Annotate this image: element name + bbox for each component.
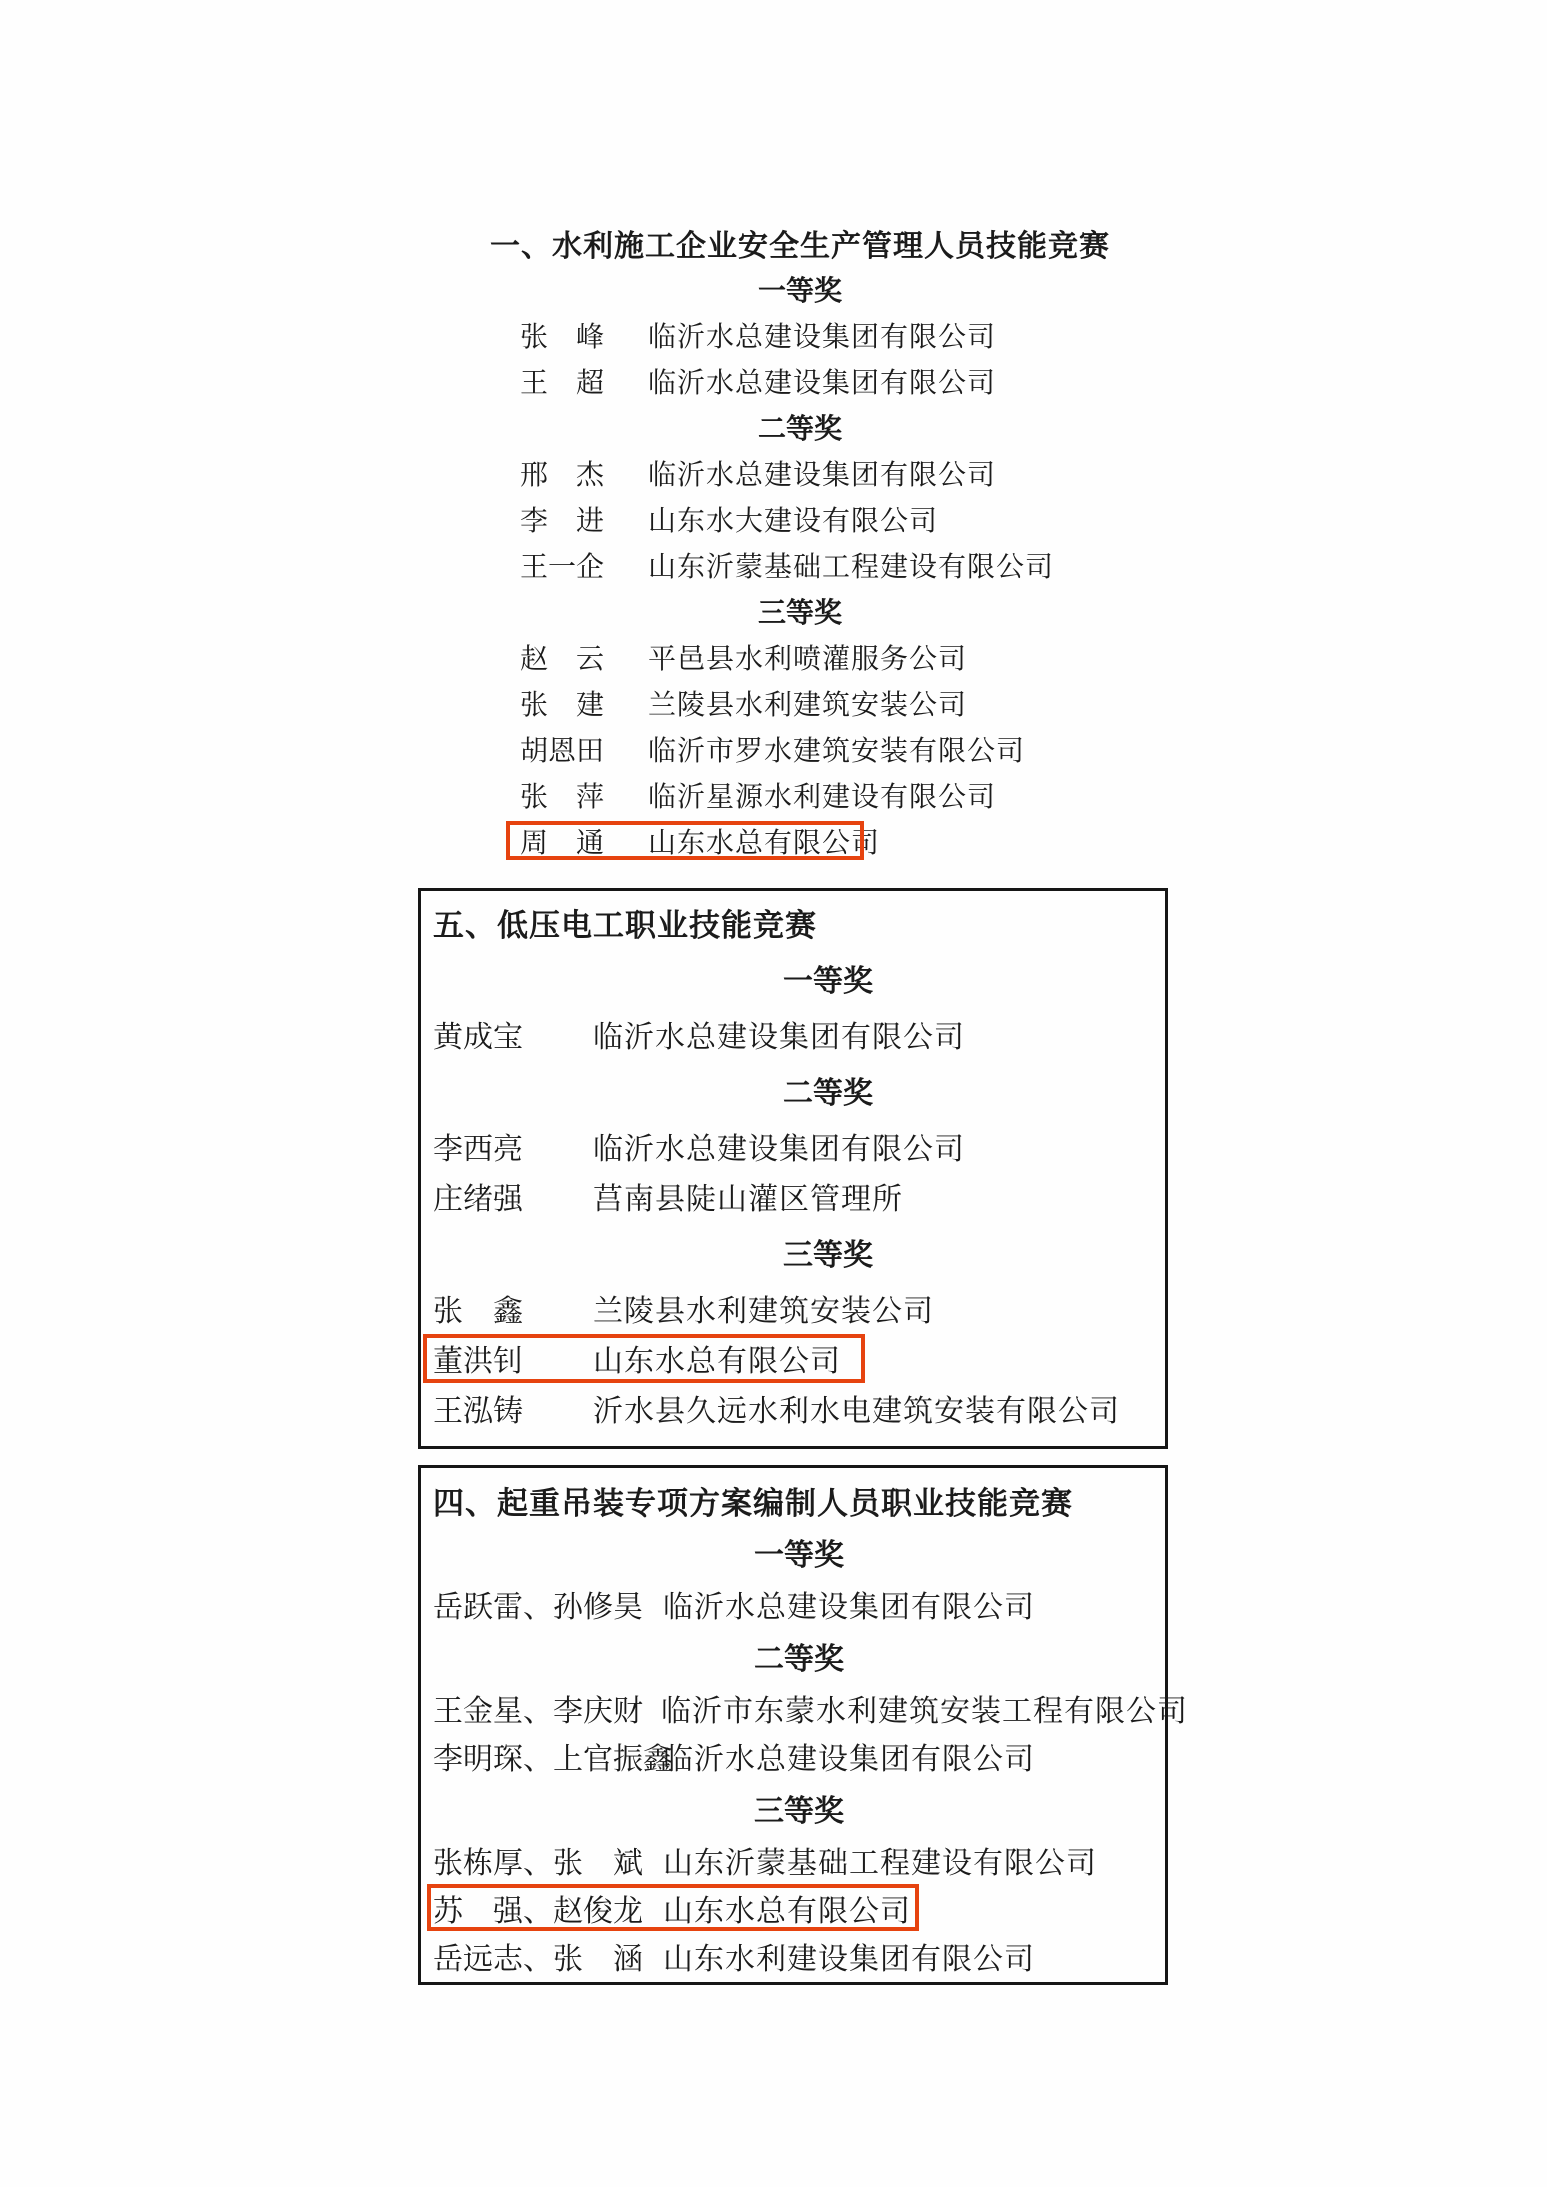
winner-name: 岳远志、张 涵: [433, 1943, 643, 1976]
winner-org: 兰陵县水利建筑安装公司: [593, 1295, 934, 1328]
winner-org: 山东沂蒙基础工程建设有限公司: [648, 552, 1055, 583]
winner-name: 王 超: [520, 368, 605, 399]
winner-row: [421, 1121, 1165, 1171]
winner-name: 王金星、李庆财: [433, 1695, 643, 1728]
winner-row: [490, 312, 1110, 358]
winner-row: [490, 634, 1110, 680]
winner-name: 黄成宝: [433, 1021, 523, 1054]
winner-name: 张栋厚、张 斌: [433, 1847, 643, 1880]
award-heading: 一等奖: [754, 1539, 844, 1572]
winner-org: 临沂水总建设集团有限公司: [593, 1133, 965, 1166]
winner-name: 庄绪强: [433, 1183, 523, 1216]
winner-row: [421, 1383, 1165, 1433]
winner-row: [490, 496, 1110, 542]
winner-name: 周 通: [520, 828, 605, 859]
winner-row: [490, 542, 1110, 588]
winner-org: 山东水总有限公司: [663, 1895, 911, 1928]
winner-name: 张 鑫: [433, 1295, 523, 1328]
winner-org: 山东沂蒙基础工程建设有限公司: [663, 1847, 1097, 1880]
winner-org: 山东水大建设有限公司: [648, 506, 939, 537]
winner-name: 张 峰: [520, 322, 605, 353]
award-heading: 一等奖: [757, 276, 842, 307]
section-electrician-competition: [418, 888, 1168, 1449]
section-title: 四、起重吊装专项方案编制人员职业技能竞赛: [433, 1485, 1073, 1521]
winner-row: [490, 818, 1110, 864]
winner-org: 平邑县水利喷灌服务公司: [648, 644, 968, 675]
winner-org: 临沂水总建设集团有限公司: [648, 460, 997, 491]
winner-row: [421, 1932, 1165, 1980]
winner-name: 李 进: [520, 506, 605, 537]
winner-org: 临沂水总建设集团有限公司: [663, 1591, 1035, 1624]
section-safety-competition: [490, 220, 1110, 864]
winner-row: [490, 726, 1110, 772]
award-heading: 三等奖: [754, 1795, 844, 1828]
award-heading: 三等奖: [783, 1239, 873, 1272]
section-title: 五、低压电工职业技能竞赛: [433, 907, 817, 943]
winner-org: 临沂市罗水建筑安装有限公司: [648, 736, 1026, 767]
award-heading: 一等奖: [783, 965, 873, 998]
winner-name: 张 建: [520, 690, 605, 721]
winner-row: [421, 1836, 1165, 1884]
winner-name: 李明琛、上官振鑫: [433, 1743, 673, 1776]
section-content: [421, 1476, 1188, 1980]
winner-row: [421, 1580, 1165, 1628]
winner-org: 临沂星源水利建设有限公司: [648, 782, 997, 813]
winner-row: [421, 1884, 1165, 1932]
winner-row: [421, 1333, 1165, 1383]
winner-org: 临沂水总建设集团有限公司: [648, 322, 997, 353]
section-lifting-competition: [418, 1465, 1188, 1985]
winner-name: 王一企: [520, 552, 605, 583]
winner-org: 山东水总有限公司: [648, 828, 881, 859]
winner-name: 赵 云: [520, 644, 605, 675]
winner-org: 山东水总有限公司: [593, 1345, 841, 1378]
winner-org: 临沂水总建设集团有限公司: [648, 368, 997, 399]
section-title: 一、水利施工企业安全生产管理人员技能竞赛: [490, 230, 1110, 263]
winner-org: 莒南县陡山灌区管理所: [593, 1183, 903, 1216]
winner-org: 临沂市东蒙水利建筑安装工程有限公司: [661, 1695, 1188, 1728]
winner-org: 兰陵县水利建筑安装公司: [648, 690, 968, 721]
winner-row: [421, 1283, 1165, 1333]
award-heading: 二等奖: [754, 1643, 844, 1676]
winner-name: 邢 杰: [520, 460, 605, 491]
winner-row: [421, 1009, 1165, 1059]
winner-name: 岳跃雷、孙修昊: [433, 1591, 643, 1624]
winner-row: [490, 680, 1110, 726]
winner-org: 临沂水总建设集团有限公司: [663, 1743, 1035, 1776]
winner-org: 沂水县久远水利水电建筑安装有限公司: [593, 1395, 1120, 1428]
winner-name: 苏 强、赵俊龙: [433, 1895, 643, 1928]
winner-name: 王泓铸: [433, 1395, 523, 1428]
winner-name: 胡恩田: [520, 736, 605, 767]
winner-name: 张 萍: [520, 782, 605, 813]
section-content: [421, 897, 1165, 1433]
winner-row: [490, 358, 1110, 404]
winner-row: [421, 1684, 1188, 1732]
winner-name: 董洪钊: [433, 1345, 523, 1378]
winner-org: 临沂水总建设集团有限公司: [593, 1021, 965, 1054]
winner-org: 山东水利建设集团有限公司: [663, 1943, 1035, 1976]
section-content: [490, 220, 1110, 864]
award-heading: 三等奖: [757, 598, 842, 629]
winner-row: [421, 1732, 1165, 1780]
winner-row: [421, 1171, 1165, 1221]
award-heading: 二等奖: [783, 1077, 873, 1110]
winner-row: [490, 772, 1110, 818]
award-heading: 二等奖: [757, 414, 842, 445]
winner-name: 李西亮: [433, 1133, 523, 1166]
winner-row: [490, 450, 1110, 496]
